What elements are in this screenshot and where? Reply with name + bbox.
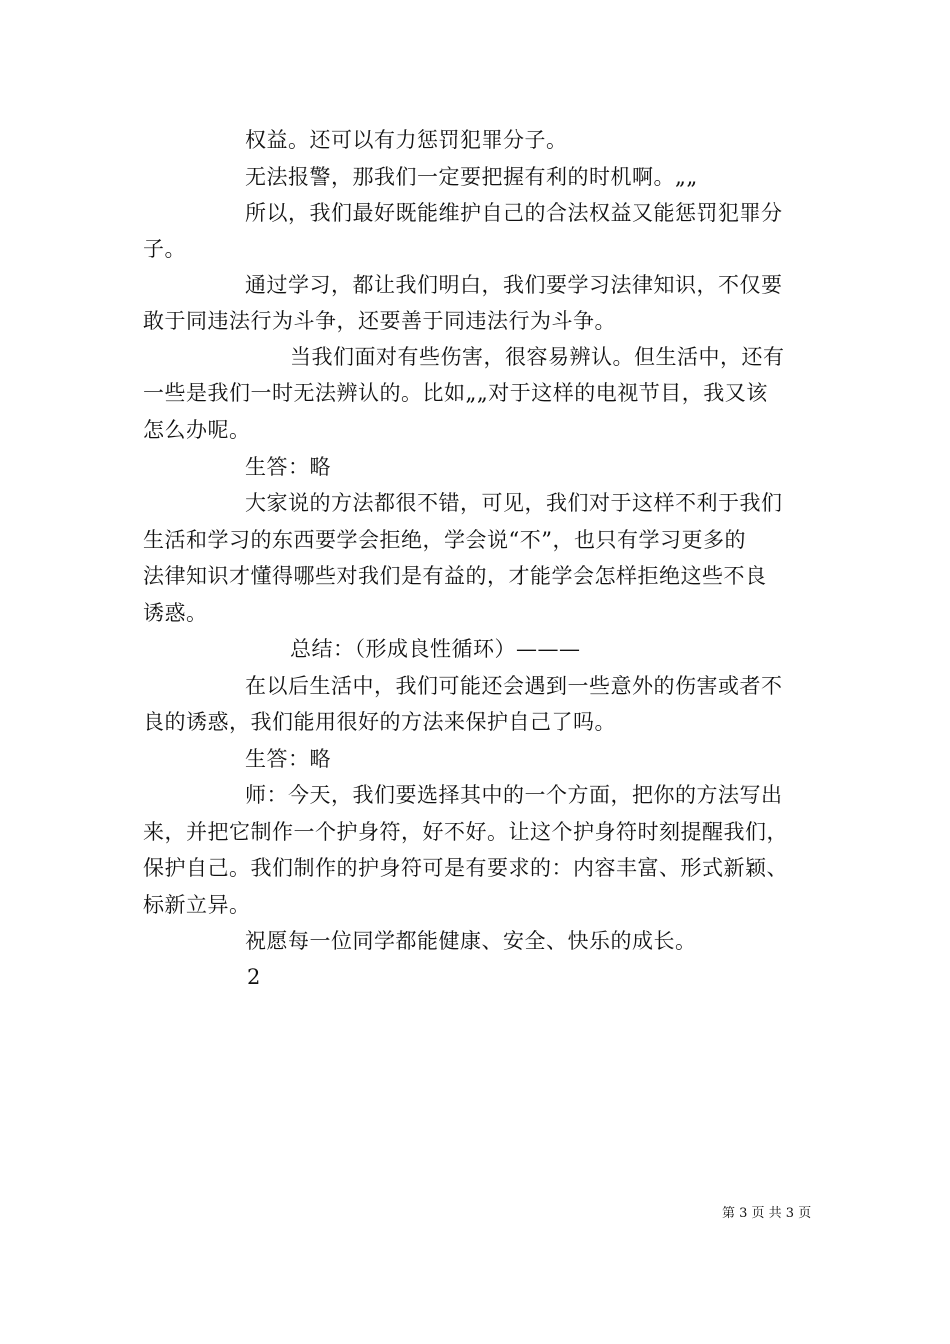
body-line-16: 在以后生活中，我们可能还会遇到一些意外的伤害或者不 — [245, 674, 783, 698]
body-line-4: 子。 — [143, 237, 186, 261]
body-line-18: 生答：略 — [245, 747, 331, 771]
body-line-14: 诱惑。 — [143, 601, 208, 625]
body-line-6: 敢于同违法行为斗争，还要善于同违法行为斗争。 — [143, 309, 616, 333]
body-line-1: 权益。还可以有力惩罚犯罪分子。 — [245, 128, 568, 152]
body-line-23: 祝愿每一位同学都能健康、安全、快乐的成长。 — [245, 929, 697, 953]
body-line-13: 法律知识才懂得哪些对我们是有益的，才能学会怎样拒绝这些不良 — [143, 564, 767, 588]
body-line-20: 来，并把它制作一个护身符，好不好。让这个护身符时刻提醒我们， — [143, 820, 788, 844]
body-line-2: 无法报警，那我们一定要把握有利的时机啊。„„ — [245, 165, 698, 189]
body-line-11: 大家说的方法都很不错，可见，我们对于这样不利于我们 — [245, 491, 783, 515]
body-line-3: 所以，我们最好既能维护自己的合法权益又能惩罚犯罪分 — [245, 201, 783, 225]
body-line-22: 标新立异。 — [143, 893, 251, 917]
body-line-5: 通过学习，都让我们明白，我们要学习法律知识，不仅要 — [245, 273, 783, 297]
body-line-19: 师：今天，我们要选择其中的一个方面，把你的方法写出 — [245, 783, 783, 807]
body-line-21: 保护自己。我们制作的护身符可是有要求的：内容丰富、形式新颖、 — [143, 856, 788, 880]
summary-line: 总结：（形成良性循环）——— — [290, 637, 581, 661]
body-line-10: 生答：略 — [245, 455, 331, 479]
body-line-9: 怎么办呢。 — [143, 418, 251, 442]
body-line-17: 良的诱惑，我们能用很好的方法来保护自己了吗。 — [143, 710, 616, 734]
body-line-8: 一些是我们一时无法辨认的。比如„„对于这样的电视节目，我又该 — [143, 381, 768, 405]
body-line-24: 2 — [247, 965, 261, 989]
page-footer: 第 3 页 共 3 页 — [722, 1206, 812, 1221]
body-line-7: 当我们面对有些伤害，很容易辨认。但生活中，还有 — [290, 345, 785, 369]
body-line-12: 生活和学习的东西要学会拒绝，学会说“不”，也只有学习更多的 — [143, 528, 746, 552]
